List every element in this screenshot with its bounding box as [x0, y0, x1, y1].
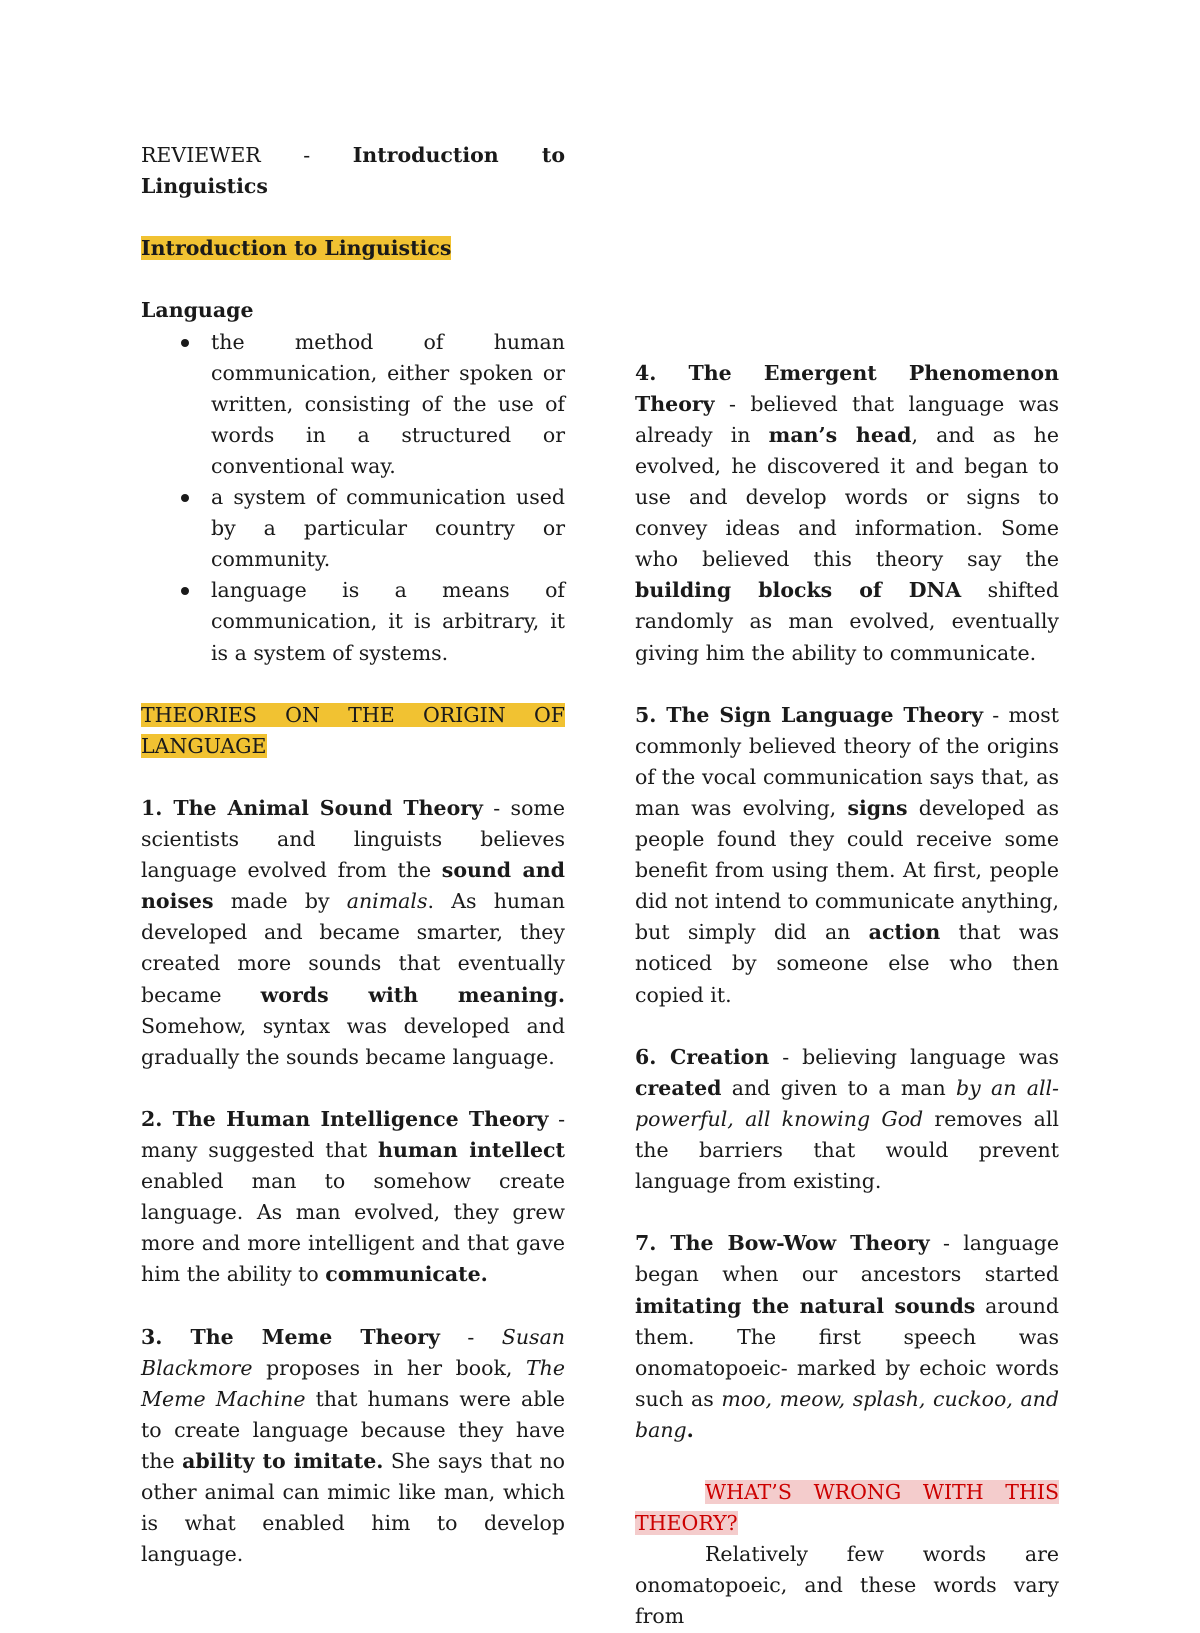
list-item: language is a means of communication, it is arbitrary, it is a system of systems. [141, 575, 565, 668]
theory-emergent-phenomenon: 4. The Emergent Phenomenon Theory - believed that language was already in man’s head, and as he evolved, he discovered it and began to use and develop words or signs to convey ideas and information. Some who believed this theory say the building blocks of DNA shifted randomly as man evolved, eventually giving him the ability to communicate. [635, 360, 1059, 665]
theory-human-intelligence: 2. The Human Intelligence Theory - many suggested that human intellect enabled man to somehow create language. As man evolved, they grew more and more intelligent and that gave him the ability to communicate. [141, 1106, 565, 1287]
list-item: a system of communication used by a particular country or community. [141, 482, 565, 575]
theory-sign-language: 5. The Sign Language Theory - most commonly believed theory of the origins of the vocal communication says that, as man was evolving, signs developed as people found they could receive some benefit from using them. At first, people did not intend to communicate anything, but simply did an action that was noticed by someone else who then copied it. [635, 702, 1060, 1007]
list-item: the method of human communication, either spoken or written, consisting of the use of words in a structured or conventional way. [141, 327, 565, 482]
theory-bow-wow: 7. The Bow-Wow Theory - language began when our ancestors started imitating the natural sounds around them. The first speech was onomatopoeic- marked by echoic words such as moo, meow, splash, cuckoo, and bang. [635, 1231, 1059, 1442]
language-definition-list [141, 327, 565, 669]
left-column [141, 140, 565, 1570]
theory-animal-sound: 1. The Animal Sound Theory - some scientists and linguists believes language evolved from the sound and noises made by animals. As human developed and became smarter, they created more sounds that eventually became words with meaning. Somehow, syntax was developed and gradually the sounds became language. [141, 795, 565, 1069]
section-heading-theories: THEORIES ON THE ORIGIN OF LANGUAGE [141, 702, 565, 758]
document-title: REVIEWER - Introduction to Linguistics [141, 143, 565, 199]
criticism-text: Relatively few words are onomatopoeic, and these words vary from [635, 1542, 1059, 1629]
theory-meme: 3. The Meme Theory - Susan Blackmore proposes in her book, The Meme Machine that humans were able to create language because they have the ability to imitate. She says that no other animal can mimic like man, which is what enabled him to develop language. [141, 1324, 566, 1567]
criticism-heading: WHAT’S WRONG WITH THIS THEORY? [635, 1480, 1059, 1536]
theory-creation: 6. Creation - believing language was created and given to a man by an all-powerful, all knowing God removes all the barriers that would prevent language from existing. [635, 1044, 1059, 1194]
section-heading-intro: Introduction to Linguistics [141, 236, 452, 261]
right-column [635, 358, 1059, 1633]
language-heading: Language [141, 298, 254, 323]
